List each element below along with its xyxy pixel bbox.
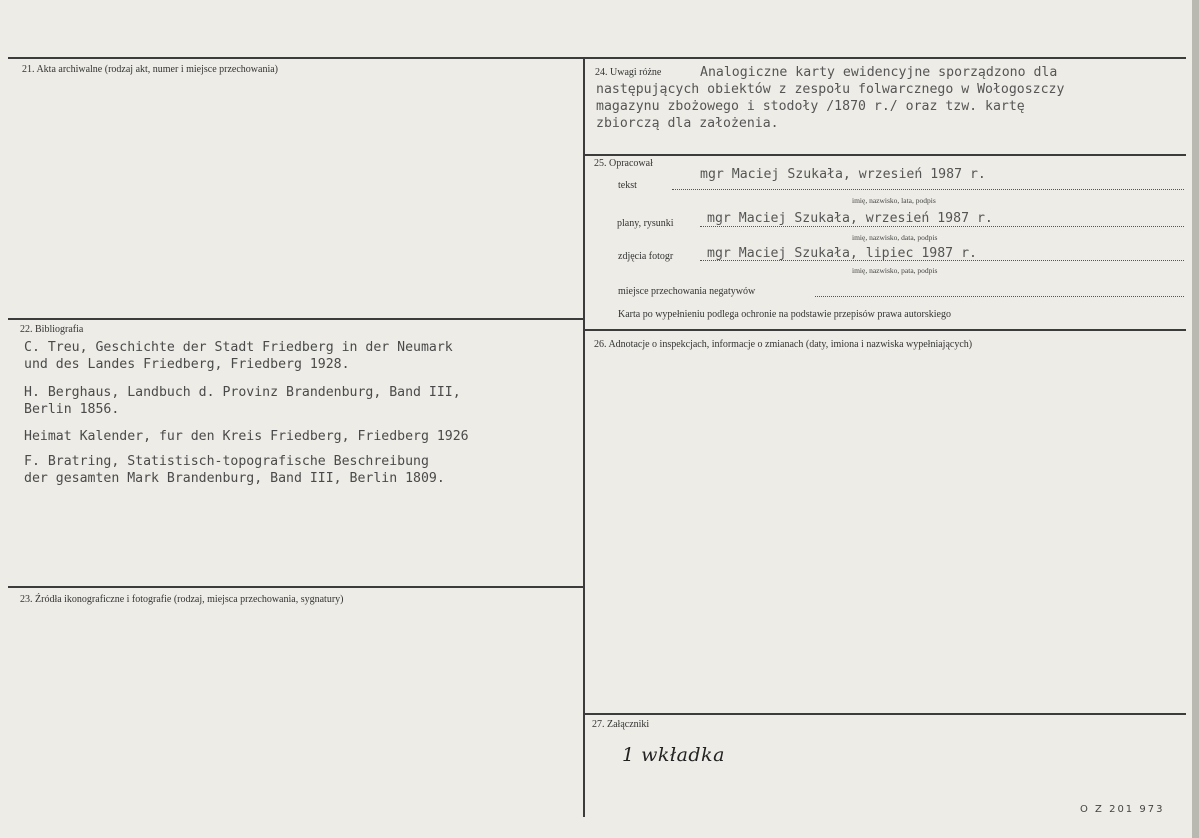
bibliography-line-5: Heimat Kalender, fur den Kreis Friedberg, Friedberg 1926 xyxy=(24,429,469,444)
rule-25-26 xyxy=(584,329,1186,331)
remarks-line-3: magazynu zbożowego i stodoły /1870 r./ oraz tzw. kartę xyxy=(596,99,1025,114)
bibliography-line-1: C. Treu, Geschichte der Stadt Friedberg in der Neumark xyxy=(24,340,453,355)
bibliography-line-2: und des Landes Friedberg, Friedberg 1928. xyxy=(24,357,350,372)
remarks-line-2: następujących obiektów z zespołu folwarcznego w Wołogoszczy xyxy=(596,82,1065,97)
section-22-label: 22. Bibliografia xyxy=(20,324,84,335)
section-26-label: 26. Adnotacje o inspekcjach, informacje o zmianach (daty, imiona i nazwiska wypełniających) xyxy=(594,339,973,350)
text-author-line xyxy=(672,189,1184,190)
section-23-label: 23. Źródła ikonograficzne i fotografie (rodzaj, miejsca przechowania, sygnatury) xyxy=(20,594,344,605)
bibliography-line-4: Berlin 1856. xyxy=(24,402,120,417)
text-author-label: tekst xyxy=(618,180,637,191)
bibliography-line-7: der gesamten Mark Brandenburg, Band III, Berlin 1809. xyxy=(24,471,445,486)
drawings-author-label: plany, rysunki xyxy=(617,218,674,229)
section-25-label: 25. Opracował xyxy=(594,158,653,169)
drawings-author-caption: imię, nazwisko, data, podpis xyxy=(852,233,938,242)
scan-edge xyxy=(1192,0,1199,838)
rule-22-23 xyxy=(8,586,584,588)
bibliography-line-3: H. Berghaus, Landbuch d. Provinz Brandenburg, Band III, xyxy=(24,385,461,400)
remarks-line-1: Analogiczne karty ewidencyjne sporządzono dla xyxy=(700,65,1058,80)
rule-24-25 xyxy=(584,154,1186,156)
drawings-author-value: mgr Maciej Szukała, wrzesień 1987 r. xyxy=(707,211,993,226)
footer-stamp: O Z 201 973 xyxy=(1080,804,1165,815)
negatives-location-line xyxy=(815,296,1184,297)
copyright-notice: Karta po wypełnieniu podlega ochronie na podstawie przepisów prawa autorskiego xyxy=(618,309,951,320)
bibliography-line-6: F. Bratring, Statistisch-topografische Beschreibung xyxy=(24,454,429,469)
top-rule xyxy=(8,57,1186,59)
photos-author-line xyxy=(700,260,1184,261)
photos-author-caption: imię, nazwisko, pata, podpis xyxy=(852,266,938,275)
text-author-value: mgr Maciej Szukała, wrzesień 1987 r. xyxy=(700,167,986,182)
photos-author-label: zdjęcia fotogr xyxy=(618,251,674,262)
rule-26-27 xyxy=(584,713,1186,715)
center-divider xyxy=(583,57,585,817)
section-24-label: 24. Uwagi różne xyxy=(595,67,662,78)
text-author-caption: imię, nazwisko, lata, podpis xyxy=(852,196,936,205)
rule-21-22 xyxy=(8,318,584,320)
photos-author-value: mgr Maciej Szukała, lipiec 1987 r. xyxy=(707,246,977,261)
drawings-author-line xyxy=(700,226,1184,227)
attachments-handwritten: 1 wkładka xyxy=(622,744,725,766)
section-27-label: 27. Załączniki xyxy=(592,719,650,730)
section-21-label: 21. Akta archiwalne (rodzaj akt, numer i miejsce przechowania) xyxy=(22,64,279,75)
remarks-line-4: zbiorczą dla założenia. xyxy=(596,116,779,131)
negatives-location-label: miejsce przechowania negatywów xyxy=(618,286,756,297)
